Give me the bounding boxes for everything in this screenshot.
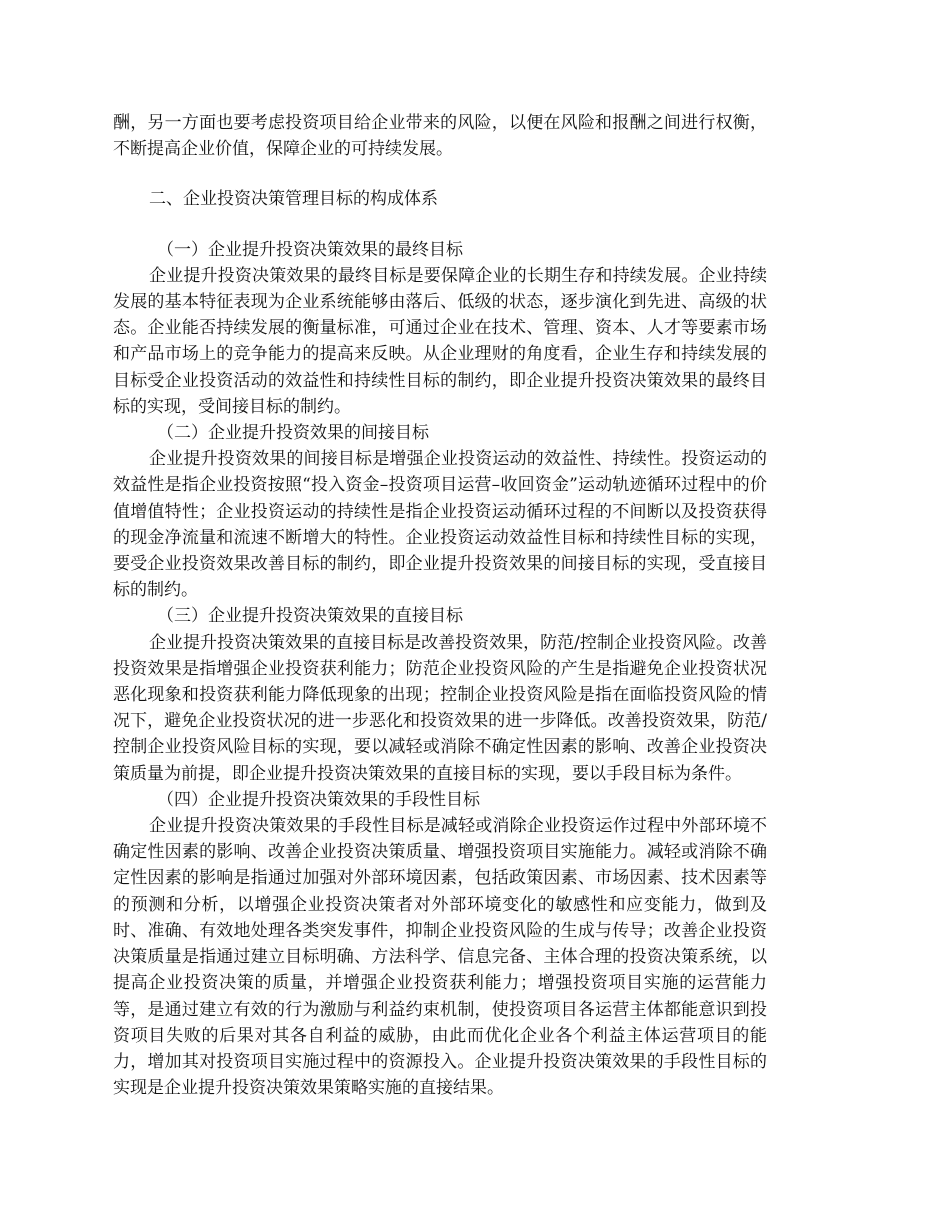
subsection-body-3: 企业提升投资决策效果的直接目标是改善投资效果，防范/控制企业投资风险。改善投资效果是指增强企业投资获利能力；防范企业投资风险的产生是指避免企业投资状况恶化现象和投资获利能力降低现象的出现；控制企业投资风险是指在面临投资风险的情况下，避免企业投资状况的进一步恶化和投资效果的进一步降低。改善投资效果，防范/控制企业投资风险目标的实现，要以减轻或消除不确定性因素的影响、改善企业投资决策质量为前提，即企业提升投资决策效果的直接目标的实现，要以手段目标为条件。 bbox=[113, 632, 767, 784]
subsection-heading-2: （二）企业提升投资效果的间接目标 bbox=[157, 423, 429, 444]
subsection-heading-4: （四）企业提升投资决策效果的手段性目标 bbox=[157, 789, 480, 810]
subsection-body-2: 企业提升投资效果的间接目标是增强企业投资运动的效益性、持续性。投资运动的效益性是指企业投资按照“投入资金–投资项目运营–收回资金”运动轨迹循环过程中的价值增值特性；企业投资运动的持续性是指企业投资运动循环过程的不间断以及投资获得的现金净流量和流速不断增大的特性。企业投资运动效益性目标和持续性目标的实现，要受企业投资效果改善目标的制约，即企业提升投资效果的间接目标的实现，受直接目标的制约。 bbox=[113, 449, 767, 601]
opening-paragraph: 酬，另一方面也要考虑投资项目给企业带来的风险，以便在风险和报酬之间进行权衡，不断提高企业价值，保障企业的可持续发展。 bbox=[113, 113, 767, 160]
section-title: 二、企业投资决策管理目标的构成体系 bbox=[149, 189, 438, 210]
document-page bbox=[113, 110, 767, 1101]
subsection-heading-3: （三）企业提升投资决策效果的直接目标 bbox=[157, 606, 463, 627]
subsection-body-4: 企业提升投资决策效果的手段性目标是减轻或消除企业投资运作过程中外部环境不确定性因素的影响、改善企业投资决策质量、增强投资项目实施能力。减轻或消除不确定性因素的影响是指通过加强对外部环境因素，包括政策因素、市场因素、技术因素等的预测和分析，以增强企业投资决策者对外部环境变化的敏感性和应变能力，做到及时、准确、有效地处理各类突发事件，抑制企业投资风险的生成与传导；改善企业投资决策质量是指通过建立目标明确、方法科学、信息完备、主体合理的投资决策系统，以提高企业投资决策的质量，并增强企业投资获利能力；增强投资项目实施的运营能力等，是通过建立有效的行为激励与利益约束机制，使投资项目各运营主体都能意识到投资项目失败的后果对其各自利益的威胁，由此而优化企业各个利益主体运营项目的能力，增加其对投资项目实施过程中的资源投入。企业提升投资决策效果的手段性目标的实现是企业提升投资决策效果策略实施的直接结果。 bbox=[113, 816, 767, 1099]
subsection-body-1: 企业提升投资决策效果的最终目标是要保障企业的长期生存和持续发展。企业持续发展的基本特征表现为企业系统能够由落后、低级的状态，逐步演化到先进、高级的状态。企业能否持续发展的衡量标准，可通过企业在技术、管理、资本、人才等要素市场和产品市场上的竞争能力的提高来反映。从企业理财的角度看，企业生存和持续发展的目标受企业投资活动的效益性和持续性目标的制约，即企业提升投资决策效果的最终目标的实现，受间接目标的制约。 bbox=[113, 265, 767, 417]
subsection-heading-1: （一）企业提升投资决策效果的最终目标 bbox=[157, 239, 463, 260]
